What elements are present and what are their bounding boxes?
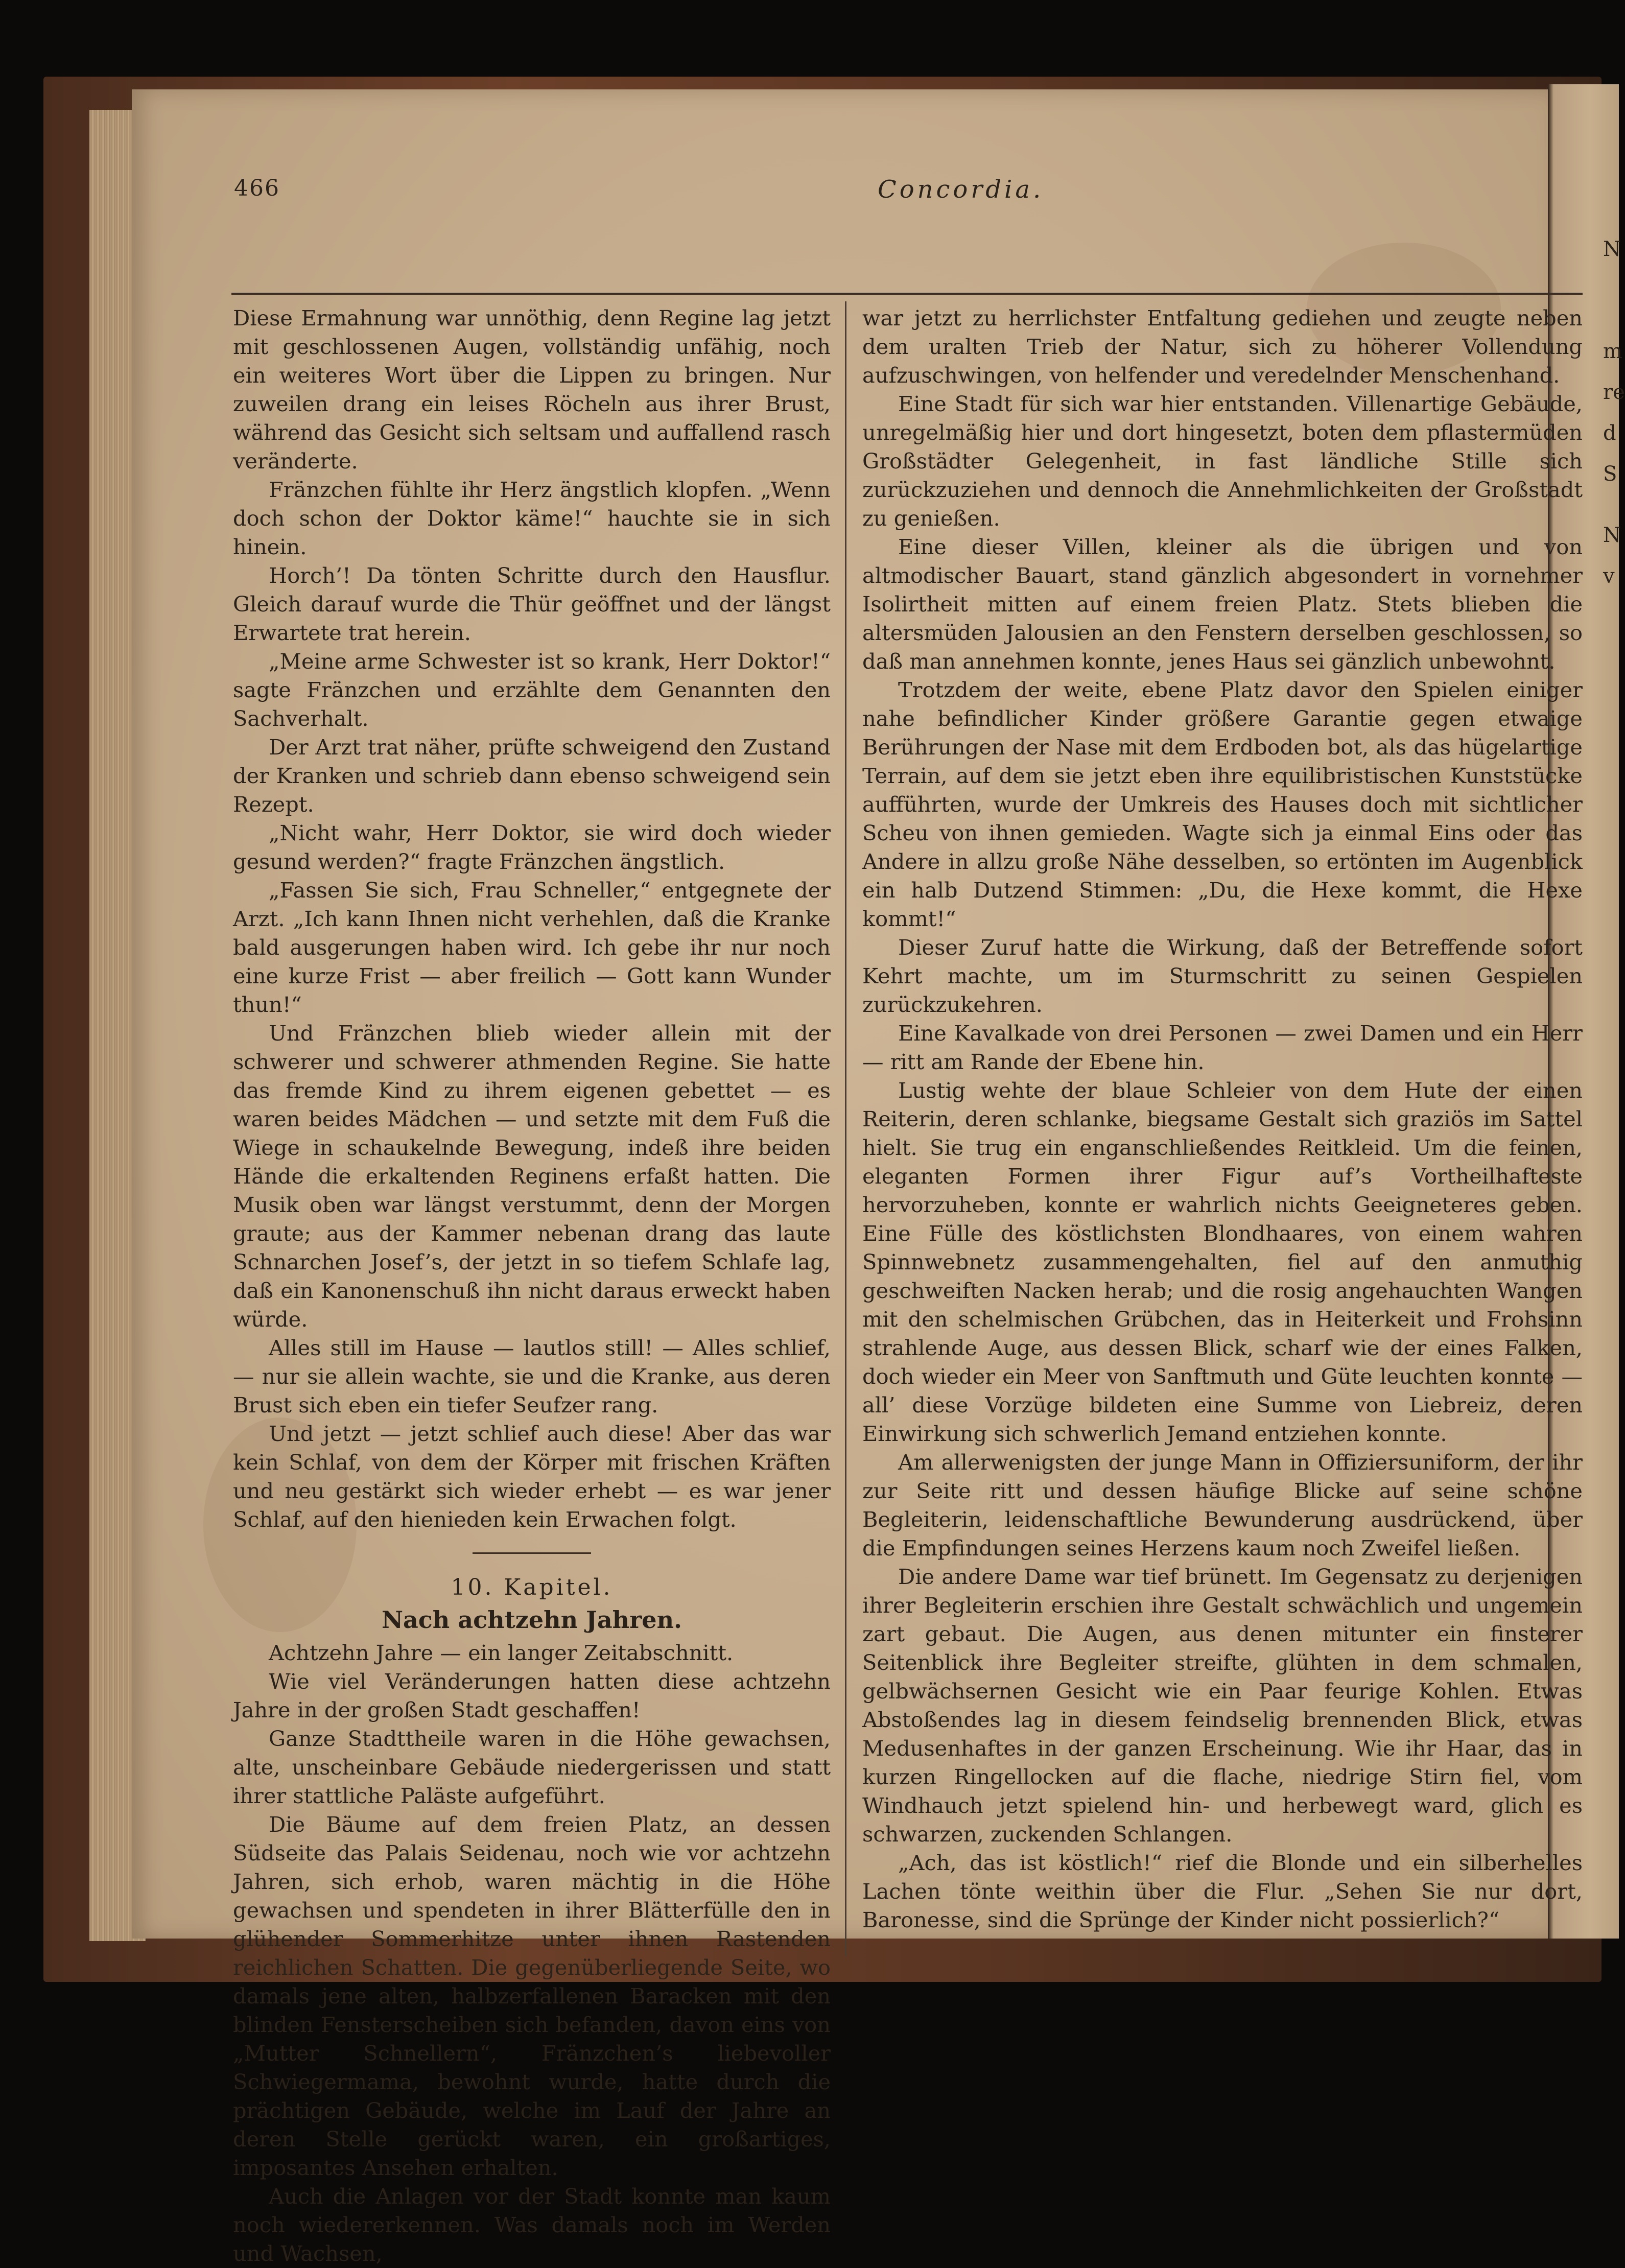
paragraph: Eine dieser Villen, kleiner als die übrigen und von altmodischer Bauart, stand gänzlich abgesondert in vornehmer Isolirtheit mitten auf einem freien Platz. Stets blieben die altersmüden Jalousien an den Fenstern derselben geschlossen, so daß man annehmen konnte, jenes Haus sei gänzlich unbewohnt. <box>862 534 1583 674</box>
page-number: 466 <box>234 175 280 201</box>
adjacent-page-fragment: d <box>1603 421 1616 445</box>
paragraph: Trotzdem der weite, ebene Platz davor den Spielen einiger nahe befindlicher Kinder größere Garantie gegen etwaige Berührungen der Nase mit dem Erdboden bot, als das hügelartige Terrain, auf dem sie jetzt eben ihre equilibristischen Kunststücke aufführten, wurde der Umkreis des Hauses doch mit sichtlicher Scheu von ihnen gemieden. Wagte sich ja einmal Eins oder das Andere in allzu große Nähe desselben, so ertönten im Augenblick ein halb Dutzend Stimmen: „Du, die Hexe kommt, die Hexe kommt!“ <box>862 677 1583 931</box>
paragraph: Alles still im Hause — lautlos still! — Alles schlief, — nur sie allein wachte, sie und die Kranke, aus deren Brust sich eben ein tiefer Seufzer rang. <box>233 1335 831 1418</box>
adjacent-page-fragment: N <box>1603 238 1621 261</box>
book-page <box>132 89 1583 2266</box>
paragraph: Horch’! Da tönten Schritte durch den Hausflur. Gleich darauf wurde die Thür geöffnet und der längst Erwartete trat herein. <box>233 563 831 645</box>
paragraph: Fränzchen fühlte ihr Herz ängstlich klopfen. „Wenn doch schon der Doktor käme!“ hauchte sie in sich hinein. <box>233 477 831 559</box>
paragraph: „Nicht wahr, Herr Doktor, sie wird doch wieder gesund werden?“ fragte Fränzchen ängstlich. <box>233 820 831 874</box>
paragraph: Achtzehn Jahre — ein langer Zeitabschnitt. <box>269 1640 734 1665</box>
adjacent-page-fragment: re <box>1603 381 1625 404</box>
right-column <box>862 304 1583 1934</box>
section-divider <box>473 1552 591 1554</box>
adjacent-page-fragment: m <box>1603 340 1622 363</box>
paragraph: Und Fränzchen blieb wieder allein mit der schwerer und schwerer athmenden Regine. Sie hatte das fremde Kind zu ihrem eigenen gebettet — es waren beides Mädchen — und setzte mit dem Fuß die Wiege in schaukelnde Bewegung, indeß ihre beiden Hände die erkaltenden Reginens erfaßt hatten. Die Musik oben war längst verstummt, denn der Morgen graute; aus der Kammer nebenan drang das laute Schnarchen Josef’s, der jetzt in so tiefem Schlafe lag, daß ein Kanonenschuß ihn nicht daraus erweckt haben würde. <box>233 1021 831 1332</box>
left-column <box>233 304 831 2268</box>
column-divider <box>845 301 846 1956</box>
running-title: Concordia. <box>878 175 1044 204</box>
paragraph: Eine Kavalkade von drei Personen — zwei Damen und ein Herr — ritt am Rande der Ebene hin. <box>862 1021 1583 1074</box>
paragraph: „Fassen Sie sich, Frau Schneller,“ entgegnete der Arzt. „Ich kann Ihnen nicht verhehlen, daß die Kranke bald ausgerungen haben wird. Ich gebe ihr nur noch eine kurze Frist — aber freilich — Gott kann Wunder thun!“ <box>233 878 831 1017</box>
paragraph: war jetzt zu herrlichster Entfaltung gediehen und zeugte neben dem uralten Trieb der Natur, sich zu höherer Vollendung aufzuschwingen, von helfender und veredelnder Menschenhand. <box>862 305 1583 388</box>
page-header <box>234 175 1583 216</box>
paragraph: „Meine arme Schwester ist so krank, Herr Doktor!“ sagte Fränzchen und erzählte dem Genannten den Sachverhalt. <box>233 649 831 731</box>
paragraph: Wie viel Veränderungen hatten diese achtzehn Jahre in der großen Stadt geschaffen! <box>233 1669 831 1722</box>
paragraph: Die Bäume auf dem freien Platz, an dessen Südseite das Palais Seidenau, noch wie vor achtzehn Jahren, sich erhob, waren mächtig in die Höhe gewachsen und spendeten in ihrer Blätterfülle den in glühender Sommerhitze unter ihnen Rastenden reichlichen Schatten. Die gegenüberliegende Seite, wo damals jene alten, halbzerfallenen Baracken mit den blinden Fensterscheiben sich befanden, davon eins von „Mutter Schnellern“, Fränzchen’s liebevoller Schwiegermama, bewohnt wurde, hatte durch die prächtigen Gebäude, welche im Lauf der Jahre an deren Stelle gerückt waren, ein großartiges, imposantes Ansehen erhalten. <box>233 1812 831 2180</box>
paragraph: Auch die Anlagen vor der Stadt konnte man kaum noch wiedererkennen. Was damals noch im Werden und Wachsen, <box>233 2184 831 2266</box>
paragraph: Eine Stadt für sich war hier entstanden. Villenartige Gebäude, unregelmäßig hier und dort hingesetzt, boten dem pflastermüden Großstädter Gelegenheit, in fast ländliche Stille sich zurückzuziehen und dennoch die Annehmlichkeiten der Großstadt zu genießen. <box>862 391 1583 531</box>
header-rule <box>231 293 1583 295</box>
paragraph: „Ach, das ist köstlich!“ rief die Blonde und ein silberhelles Lachen tönte weithin über die Flur. „Sehen Sie nur dort, Baronesse, sind die Sprünge der Kinder nicht possierlich?“ <box>862 1850 1583 1932</box>
paragraph: Diese Ermahnung war unnöthig, denn Regine lag jetzt mit geschlossenen Augen, vollständig unfähig, noch ein weiteres Wort über die Lippen zu bringen. Nur zuweilen drang ein leises Röcheln aus ihrer Brust, während das Gesicht sich seltsam und auffallend rasch veränderte. <box>233 305 831 474</box>
paragraph: Lustig wehte der blaue Schleier von dem Hute der einen Reiterin, deren schlanke, biegsame Gestalt sich graziös im Sattel hielt. Sie trug ein enganschließendes Reitkleid. Um die feinen, eleganten Formen ihrer Figur auf’s Vortheilhafteste hervorzuheben, konnte er wahrlich nichts Geeigneteres geben. Eine Fülle des köstlichsten Blondhaares, von einem wahren Spinnwebnetz zusammengehalten, fiel auf den anmuthig geschweiften Nacken herab; und die rosig angehauchten Wangen mit den schelmischen Grübchen, das in Heiterkeit und Frohsinn strahlende Auge, aus dessen Blick, scharf wie der eines Falken, doch wieder ein Meer von Sanftmuth und Güte leuchten konnte — all’ diese Vorzüge bildeten eine Summe von Liebreiz, deren Einwirkung sich schwerlich Jemand entziehen konnte. <box>862 1078 1583 1446</box>
paragraph: Der Arzt trat näher, prüfte schweigend den Zustand der Kranken und schrieb dann ebenso schweigend sein Rezept. <box>233 735 831 817</box>
chapter-title: Nach achtzehn Jahren. <box>381 1606 682 1634</box>
paragraph: Dieser Zuruf hatte die Wirkung, daß der Betreffende sofort Kehrt machte, um im Sturmschritt zu seinen Gespielen zurückzukehren. <box>862 935 1583 1017</box>
paragraph: Am allerwenigsten der junge Mann in Offiziersuniform, der ihr zur Seite ritt und dessen häufige Blicke auf seine schöne Begleiterin, leidenschaftliche Bewunderung ausdrückend, über die Empfindungen seines Herzens kaum noch Zweifel ließen. <box>862 1450 1583 1561</box>
paragraph: Die andere Dame war tief brünett. Im Gegensatz zu derjenigen ihrer Begleiterin erschien ihre Gestalt schwächlich und ungemein zart gebaut. Die Augen, aus denen mitunter ein finsterer Seitenblick ihre Begleiter streifte, glühten in dem schmalen, gelbwächsernen Gesicht wie ein Paar feurige Kohlen. Etwas Abstoßendes lag in diesem feindselig brennenden Blick, etwas Medusenhaftes in der ganzen Erscheinung. Wie ihr Haar, das in kurzen Ringellocken auf die flache, niedrige Stirn fiel, vom Windhauch jetzt spielend hin- und herbewegt ward, glich es schwarzen, zuckenden Schlangen. <box>862 1564 1583 1847</box>
paragraph: Ganze Stadttheile waren in die Höhe gewachsen, alte, unscheinbare Gebäude niedergerissen und statt ihrer stattliche Paläste aufgeführt. <box>233 1726 831 1808</box>
adjacent-page-fragment: N <box>1603 524 1621 547</box>
adjacent-page-fragment: v <box>1603 564 1615 588</box>
paragraph: Und jetzt — jetzt schlief auch diese! Aber das war kein Schlaf, von dem der Körper mit frischen Kräften und neu gestärkt sich wieder erhebt — es war jener Schlaf, auf den hienieden kein Erwachen folgt. <box>233 1421 831 1532</box>
adjacent-page-fragment: S <box>1603 462 1617 486</box>
chapter-number: 10. Kapitel. <box>451 1574 613 1600</box>
